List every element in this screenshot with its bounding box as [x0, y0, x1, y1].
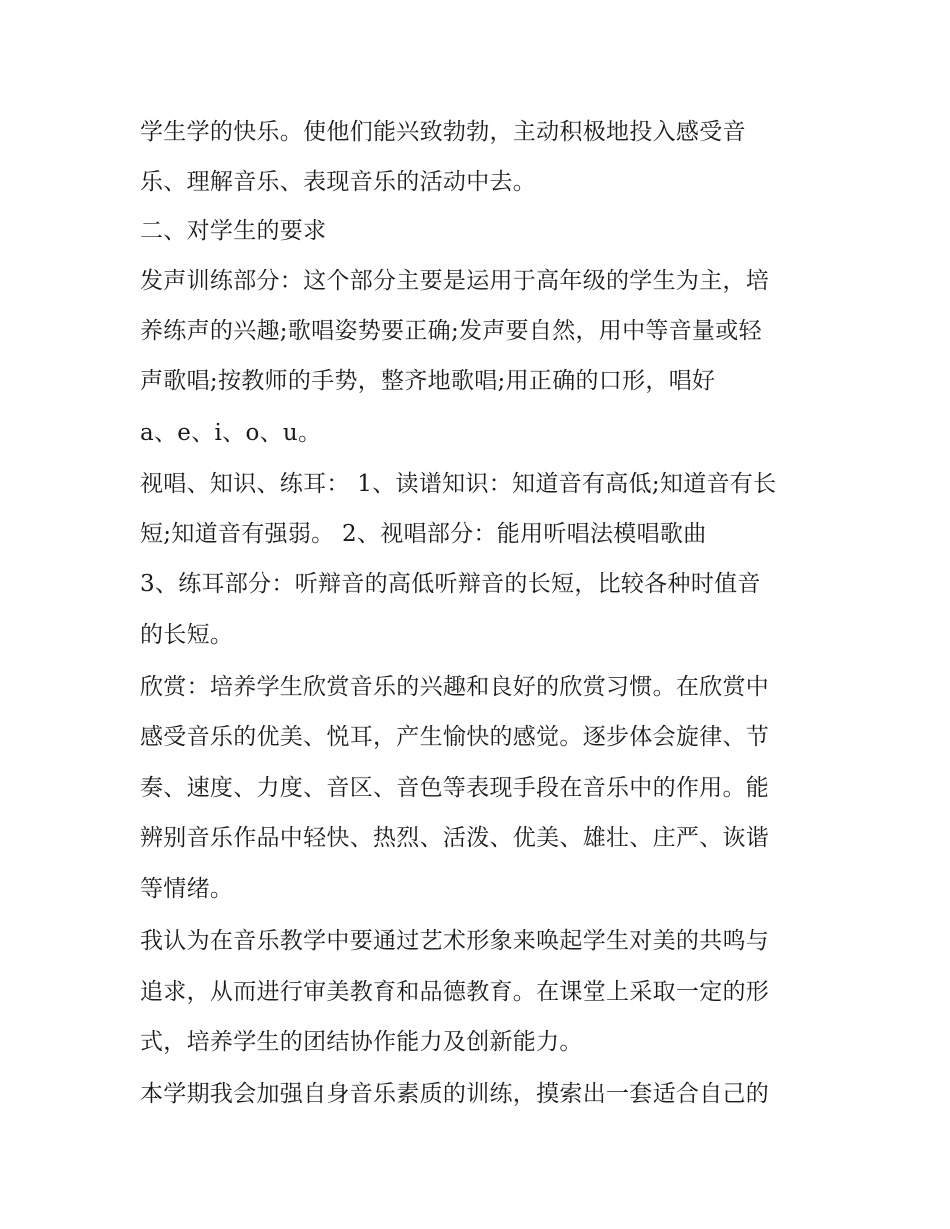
text-line: 3、练耳部分：听辩音的高低听辩音的长短，比较各种时值音 [140, 571, 761, 597]
text-line: 本学期我会加强自身音乐素质的训练，摸索出一套适合自己的 [140, 1081, 770, 1107]
text-line: 辨别音乐作品中轻快、热烈、活泼、优美、雄壮、庄严、诙谐 [140, 825, 770, 851]
text-line: 等情绪。 [140, 876, 234, 902]
text-line: 声歌唱;按教师的手势，整齐地歌唱;用正确的口形，唱好 [140, 368, 716, 394]
text-line: 视唱、知识、练耳： 1、读谱知识：知道音有高低;知道音有长 [140, 471, 777, 497]
text-line: 感受音乐的优美、悦耳，产生愉快的感觉。逐步体会旋律、节 [140, 724, 770, 750]
text-line: 短;知道音有强弱。 2、视唱部分：能用听唱法模唱歌曲 [140, 521, 707, 547]
text-line: 的长短。 [140, 622, 234, 648]
text-line: 追求，从而进行审美教育和品德教育。在课堂上采取一定的形 [140, 979, 770, 1005]
text-line: a、e、i、o、u。 [140, 420, 322, 446]
text-line: 欣赏：培养学生欣赏音乐的兴趣和良好的欣赏习惯。在欣赏中 [140, 674, 770, 700]
text-line: 养练声的兴趣;歌唱姿势要正确;发声要自然，用中等音量或轻 [140, 318, 762, 344]
text-line: 学生学的快乐。使他们能兴致勃勃，主动积极地投入感受音 [140, 119, 746, 145]
text-line: 式，培养学生的团结协作能力及创新能力。 [140, 1029, 583, 1055]
section-heading: 二、对学生的要求 [140, 218, 327, 244]
text-line: 我认为在音乐教学中要通过艺术形象来唤起学生对美的共鸣与 [140, 928, 770, 954]
text-line: 发声训练部分：这个部分主要是运用于高年级的学生为主，培 [140, 268, 770, 294]
text-line: 奏、速度、力度、音区、音色等表现手段在音乐中的作用。能 [140, 775, 770, 801]
text-line: 乐、理解音乐、表现音乐的活动中去。 [140, 169, 537, 195]
